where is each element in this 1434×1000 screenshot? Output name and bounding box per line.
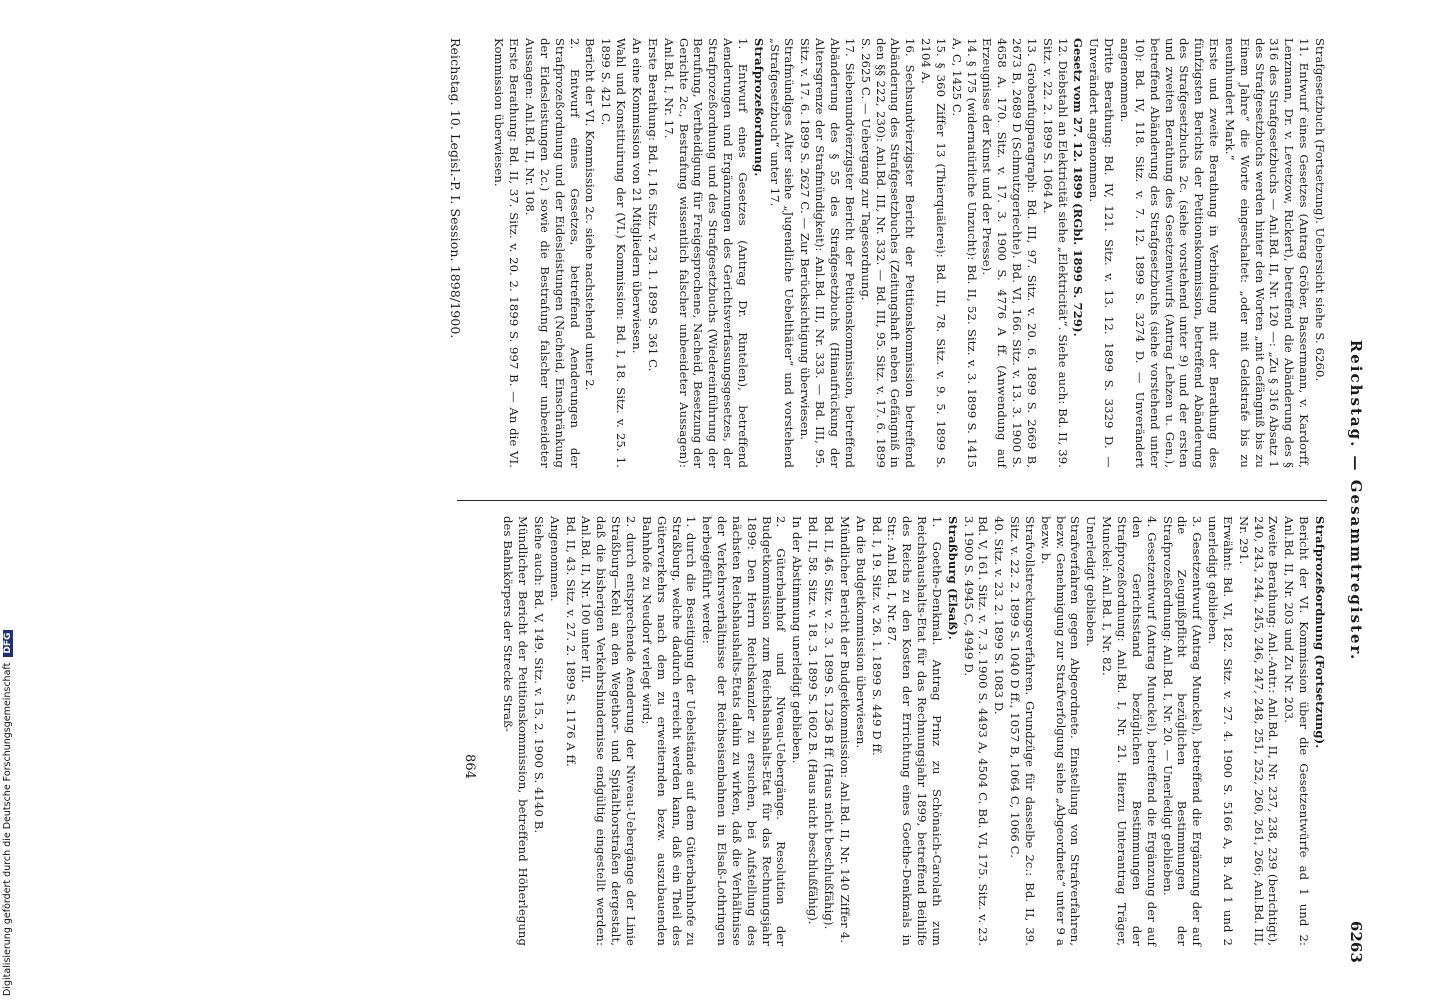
register-entry: Siehe auch: Bd. V, 149. Sitz. v. 15. 2. 1900 S. 4140 B.: [531, 516, 546, 834]
register-entry: 17. Siebenundvierzigster Bericht der Petitionskommission, betreffend Abänderung des § 55 des Strafgesetzbuchs (Hinaufrückung der Altersgrenze der Strafmündigkeit): Anl.Bd. III, Nr. 333. — Bd. III, 95. Sitz. v. 17. 6. 1899 S. 2627 C. — Zur Berücksichtigung überwiesen.: [798, 38, 857, 468]
register-entry: 1. durch die Beseitigung der Uebelstände auf dem Güterbahnhofe zu Straßburg, welche dadurch erreicht werden kann, daß ein Theil des Güterverkehrs nach dem zu erweiternden bezw. auszubauenden Bahnhofe zu Neudorf verlegt wird;: [639, 516, 699, 946]
register-entry: Erste und zweite Berathung in Verbindung mit der Berathung des fünfzigsten Berichts der Petitionskommission, betreffend Abänderung des Strafgesetzbuchs 2c. (siehe vorstehend unter 9) und der ersten und zweiten Berathung des Gesetzentwurfs (Antrag Lehzen u. Gen.), betreffend Abänderung des Strafgesetzbuchs (siehe vorstehend unter 10): Bd. IV, 118. Sitz. v. 7. 12. 1899 S. 3274 D. — Unverändert angenommen.: [1118, 38, 1222, 468]
register-entry: 13. Grobenfugparagraph: Bd. III, 97. Sitz. v. 20. 6. 1899 S. 2669 B, 2673 B, 2689 D (Schmutzgeriechte). Bd. VI, 166. Sitz. v. 13. 3. 1900 S. 4658 A. 170. Sitz. v. 17. 3. 1900 S. 4776 A ff. (Anwendung auf Erzeugnisse der Kunst und der Presse).: [980, 38, 1039, 468]
register-entry: Strafprozeßordnung (Fortsetzung).: [1313, 516, 1327, 749]
register-entry: Bericht der VI. Kommission 2c. siehe nachstehend unter 2.: [583, 38, 598, 391]
register-entry: Erwähnt: Bd. VI, 182. Sitz. v. 27. 4. 1900 S. 5166 A, B. Ad 1 und 2 unerledigt geblieben.: [1206, 516, 1235, 946]
register-entry: 2. durch entsprechende Aenderung der Niveau-Uebergänge der Linie Straßburg—Kehl an den Wegethor- und Spitalthorstraßen dergestalt, daß die bisherigen Verkehrshindernisse endgültig eingestellt werden: Anl.Bd. II, Nr. 100 unter III.: [579, 516, 639, 946]
register-entry: Mündlicher Bericht der Budgetkommission: Anl.Bd. II, Nr. 140 Ziffer 4.: [837, 516, 852, 944]
register-entry: An die Budgetkommission überwiesen.: [853, 516, 868, 749]
register-entry: Mündlicher Bericht der Petitionskommission, betreffend Höherlegung des Bahnkörpers der Strecke Straß-: [501, 516, 531, 946]
register-entry: 12. Diebstahl an Elektricität siehe „Elektricität“. Siehe auch: Bd. II, 39. Sitz. v. 22. 2. 1899 S. 1064 A.: [1040, 38, 1070, 468]
register-entry: Bd. V, 161. Sitz. v. 7. 3. 1900 S. 4493 A, 4504 C. Bd. VI, 175. Sitz. v. 23. 3. 1900 S. 4945 C, 4949 D.: [961, 516, 991, 946]
register-entry: An eine Kommission von 21 Mitgliedern überwiesen.: [630, 38, 645, 354]
register-entry: 14. § 175 (widernatürliche Unzucht): Bd. II, 52. Sitz. v. 3. 1899 S. 1415 A, C, 1425 C.: [949, 38, 979, 468]
page-header: [1341, 38, 1367, 963]
register-entry: 1. Entwurf eines Gesetzes (Antrag Dr. Rintelen), betreffend Aenderungen und Ergänzungen des Gerichtsverfassungsgesetzes, der Strafprozeßordnung und des Strafgesetzbuchs (Wiedereinführung der Berufung, Vertheidigung für Freigesprochene, Nacheid, Besetzung der Gerichte 2c., Bestrafung wissentlich falscher unbeeideter Aussagen): Anl.Bd. I, Nr. 17.: [661, 38, 750, 468]
register-entry: Zweite Berathung: Anl.-Antr.: Anl.Bd. II, Nr. 237, 238, 239 (berichtigt), 240, 243, 244, 245, 246, 247, 248, 251, 252, 260, 261, 266; Anl.Bd. III, Nr. 291.: [1236, 516, 1281, 946]
right-column: [499, 516, 1327, 946]
register-entry: 3. Gesetzentwurf (Antrag Munckel), betreffend die Ergänzung der auf die Zeugnißpflicht bezüglichen Bestimmungen der Strafprozeßordnung: Anl.Bd. I, Nr. 20. — Unerledigt geblieben.: [1160, 516, 1205, 946]
left-column: [491, 38, 1327, 468]
register-entry: 11. Entwurf eines Gesetzes (Antrag Gröber, Bassermann, v. Kardorff, Lenzmann, Dr. v. Levetzow, Rickert), betreffend die Abänderung des § 316 des Strafgesetzbuchs — Anl.Bd. II, Nr. 120 —: „Zu § 316 Absatz 1 des Strafgesetzbuchs werden hinter den Worten „mit Gefängniß bis zu Einem Jahre“ die Worte eingeschaltet: „oder mit Geldstrafe bis zu neunhundert Mark.“: [1222, 38, 1312, 468]
register-entry: Strafgesetzbuch (Fortsetzung). Uebersicht siehe S. 6260.: [1313, 38, 1327, 382]
register-entry: Unerledigt geblieben.: [1084, 516, 1099, 647]
register-page: [62, 38, 1367, 963]
register-entry: 2. Güterbahnhof und Niveau-Uebergänge. Resolution der Budgetkommission zum Reichshaushalts-Etat für das Rechnungsjahr 1899: Den Herrn Reichskanzler zu ersuchen, bei Aufstellung des nächsten Reichshaushalts-Etats dahin zu wirken, daß die Verhältnisse der Verkehrsverhältnisse der Reichseisenbahnen in Elsaß-Lothringen herbeigeführt werde:: [700, 516, 789, 946]
header-page-number: 6263: [1347, 920, 1365, 963]
register-entry: Wahl und Konstituirung der (VI.) Kommission: Bd. I, 18. Sitz. v. 25. 1. 1899 S. 421 C.: [599, 38, 629, 468]
footer-session-note: Reichstag. 10. Legisl.-P. I. Session. 1898/1900.: [448, 38, 463, 339]
header-title: Reichstag. — Gesammtregister.: [1347, 339, 1365, 662]
column-divider: [457, 500, 1327, 501]
register-entry: Strafvollstreckungsverfahren. Grundzüge für dasselbe 2c.: Bd. II, 39. Sitz. v. 22. 2. 1899 S. 1040 D ff., 1057 B, 1064 C, 1066 C.: [1008, 516, 1037, 946]
register-entry: Bd. II, 43. Sitz. v. 27. 2. 1899 S. 1176 A ff.: [563, 516, 578, 767]
register-entry: Dritte Berathung: Bd. IV, 121. Sitz. v. 13. 12. 1899 S. 3329 D. — Unverändert angenommen.: [1087, 38, 1117, 468]
register-entry: 1. Goethe-Denkmal. Antrag Prinz zu Schönaich-Carolath zum Reichshaushalts-Etat für das Rechnungsjahr 1899, betreffend Beihilfe des Reichs zu den Kosten der Errichtung eines Goethe-Denkmals in Str.: Anl.Bd. I, Nr. 87.: [885, 516, 944, 946]
register-entry: Erste Berathung: Bd. II, 37. Sitz. v. 20. 2. 1899 S. 997 B. — An die VI. Kommission überwiesen.: [492, 38, 522, 468]
register-entry: Strafverfahren gegen Abgeordnete. Einstellung von Strafverfahren, bezw. Genehmigung zur Strafverfolgung siehe „Abgeordnete“ unter 9 a bezw. b.: [1038, 516, 1083, 946]
register-entry: 16. Sechsundvierzigster Bericht der Petitionskommission betreffend Abänderung des Strafgesetzbuches (Zeitungshaft neben Gefängniß in den §§ 222, 230): Anl.Bd. III, Nr. 332. — Bd. III, 95. Sitz. v. 17. 6. 1899 S. 2625 C. — Uebergang zur Tagesordnung.: [858, 38, 918, 468]
register-entry: In der Abstimmung unerledigt geblieben.: [790, 516, 805, 764]
dfg-logo: DFG: [3, 630, 13, 657]
credit-text: Digitalisierung gefördert durch die Deutsche Forschungsgemeinschaft: [2, 662, 13, 996]
register-entry: 40. Sitz. v. 23. 2. 1899 S. 1083 D.: [992, 516, 1007, 715]
register-entry: 15. § 360 Ziffer 13 (Thierquälerei): Bd. III, 78. Sitz. v. 9. 5. 1899 S. 2104 A.: [919, 38, 948, 468]
register-entry: Erste Berathung: Bd. I, 16. Sitz. v. 23. 1. 1899 S. 361 C.: [645, 38, 660, 372]
register-entry: 4. Gesetzentwurf (Antrag Munckel), betreffend die Ergänzung der auf den Gerichtsstand bezüglichen Bestimmungen der Strafprozeßordnung: Anl.Bd. I, Nr. 21. Hierzu Unterantrag Träger, Munckel: Anl.Bd. I, Nr. 82.: [1100, 516, 1159, 946]
register-entry: Gesetz vom 27. 12. 1899 (RGbl. 1899 S. 729).: [1071, 38, 1086, 337]
register-entry: Bericht der VI. Kommission über die Gesetzentwürfe ad 1 und 2: Anl.Bd. II, Nr. 203 und Zu Nr. 203.: [1282, 516, 1312, 946]
digitization-credit: [2, 630, 13, 996]
register-entry: Strafmündiges Alter siehe „Jugendliche Uebelthäter“ und vorstehend „Strafgesetzbuch“ unter 17.: [767, 38, 797, 468]
register-entry: Strafprozeßordnung.: [751, 38, 766, 177]
register-entry: 2. Entwurf eines Gesetzes, betreffend Aenderungen der Strafprozeßordnung und der Eidesleistungen (Nacheid, Einschränkung der Eidesleistungen 2c.) sowie die Bestrafung falscher unbeeideter Aussagen: Anl.Bd. II, Nr. 108.: [523, 38, 582, 468]
register-entry: Bd. II, 46. Sitz. v. 2. 3. 1899 S. 1236 B ff. (Haus nicht beschlußfähig).: [822, 516, 836, 930]
register-entry: Angenommen.: [547, 516, 562, 602]
register-entry: Bd. I, 19. Sitz. v. 26. 1. 1899 S. 449 D ff.: [869, 516, 884, 756]
register-entry: Straßburg (Elsaß).: [945, 516, 960, 640]
register-entry: Bd. II, 58. Sitz. v. 18. 3. 1899 S. 1602 B. (Haus nicht beschlußfähig).: [806, 516, 821, 925]
footer-page-number: 864: [462, 754, 477, 780]
